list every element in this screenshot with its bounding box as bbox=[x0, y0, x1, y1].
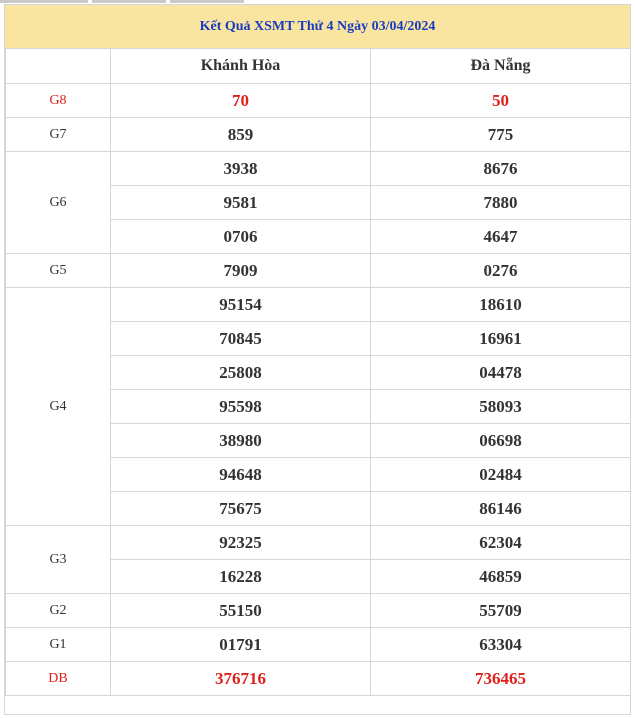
row-g6-1 bbox=[6, 152, 631, 186]
g8-khanh-hoa: 70 bbox=[111, 84, 371, 118]
header-khanh-hoa: Khánh Hòa bbox=[111, 49, 371, 84]
header-prize-cell bbox=[6, 49, 111, 84]
row-g2 bbox=[6, 594, 631, 628]
g4-da-nang-5: 06698 bbox=[371, 424, 631, 458]
prize-label-g4: G4 bbox=[6, 288, 111, 526]
prize-label-db: DB bbox=[6, 662, 111, 696]
g6-khanh-hoa-1: 3938 bbox=[111, 152, 371, 186]
tab-2[interactable] bbox=[92, 0, 166, 3]
g4-da-nang-4: 58093 bbox=[371, 390, 631, 424]
row-g1 bbox=[6, 628, 631, 662]
header-da-nang: Đà Nẵng bbox=[371, 49, 631, 84]
prize-label-g2: G2 bbox=[6, 594, 111, 628]
tab-3[interactable] bbox=[170, 0, 244, 3]
g6-khanh-hoa-2: 9581 bbox=[111, 186, 371, 220]
db-da-nang: 736465 bbox=[371, 662, 631, 696]
g4-da-nang-7: 86146 bbox=[371, 492, 631, 526]
prize-label-g7: G7 bbox=[6, 118, 111, 152]
g4-da-nang-2: 16961 bbox=[371, 322, 631, 356]
row-db bbox=[6, 662, 631, 696]
db-khanh-hoa: 376716 bbox=[111, 662, 371, 696]
g6-da-nang-1: 8676 bbox=[371, 152, 631, 186]
g3-da-nang-1: 62304 bbox=[371, 526, 631, 560]
g4-khanh-hoa-4: 95598 bbox=[111, 390, 371, 424]
g2-da-nang: 55709 bbox=[371, 594, 631, 628]
g1-khanh-hoa: 01791 bbox=[111, 628, 371, 662]
g6-da-nang-2: 7880 bbox=[371, 186, 631, 220]
g8-da-nang: 50 bbox=[371, 84, 631, 118]
g4-da-nang-1: 18610 bbox=[371, 288, 631, 322]
row-g7 bbox=[6, 118, 631, 152]
row-g8 bbox=[6, 84, 631, 118]
row-g5 bbox=[6, 254, 631, 288]
prize-label-g3: G3 bbox=[6, 526, 111, 594]
prize-label-g8: G8 bbox=[6, 84, 111, 118]
g4-khanh-hoa-7: 75675 bbox=[111, 492, 371, 526]
g7-da-nang: 775 bbox=[371, 118, 631, 152]
row-g3-1 bbox=[6, 526, 631, 560]
g1-da-nang: 63304 bbox=[371, 628, 631, 662]
prize-label-g1: G1 bbox=[6, 628, 111, 662]
g4-khanh-hoa-5: 38980 bbox=[111, 424, 371, 458]
g2-khanh-hoa: 55150 bbox=[111, 594, 371, 628]
g5-da-nang: 0276 bbox=[371, 254, 631, 288]
prize-label-g5: G5 bbox=[6, 254, 111, 288]
g5-khanh-hoa: 7909 bbox=[111, 254, 371, 288]
g6-khanh-hoa-3: 0706 bbox=[111, 220, 371, 254]
g4-khanh-hoa-3: 25808 bbox=[111, 356, 371, 390]
tab-1[interactable] bbox=[0, 0, 88, 3]
header-row bbox=[6, 49, 631, 84]
row-g4-1 bbox=[6, 288, 631, 322]
g4-da-nang-3: 04478 bbox=[371, 356, 631, 390]
g3-khanh-hoa-1: 92325 bbox=[111, 526, 371, 560]
g3-khanh-hoa-2: 16228 bbox=[111, 560, 371, 594]
g4-khanh-hoa-2: 70845 bbox=[111, 322, 371, 356]
results-title: Kết Quả XSMT Thứ 4 Ngày 03/04/2024 bbox=[5, 5, 630, 48]
g4-khanh-hoa-6: 94648 bbox=[111, 458, 371, 492]
prize-label-g6: G6 bbox=[6, 152, 111, 254]
g3-da-nang-2: 46859 bbox=[371, 560, 631, 594]
g4-khanh-hoa-1: 95154 bbox=[111, 288, 371, 322]
g6-da-nang-3: 4647 bbox=[371, 220, 631, 254]
results-table bbox=[5, 48, 631, 696]
g7-khanh-hoa: 859 bbox=[111, 118, 371, 152]
g4-da-nang-6: 02484 bbox=[371, 458, 631, 492]
